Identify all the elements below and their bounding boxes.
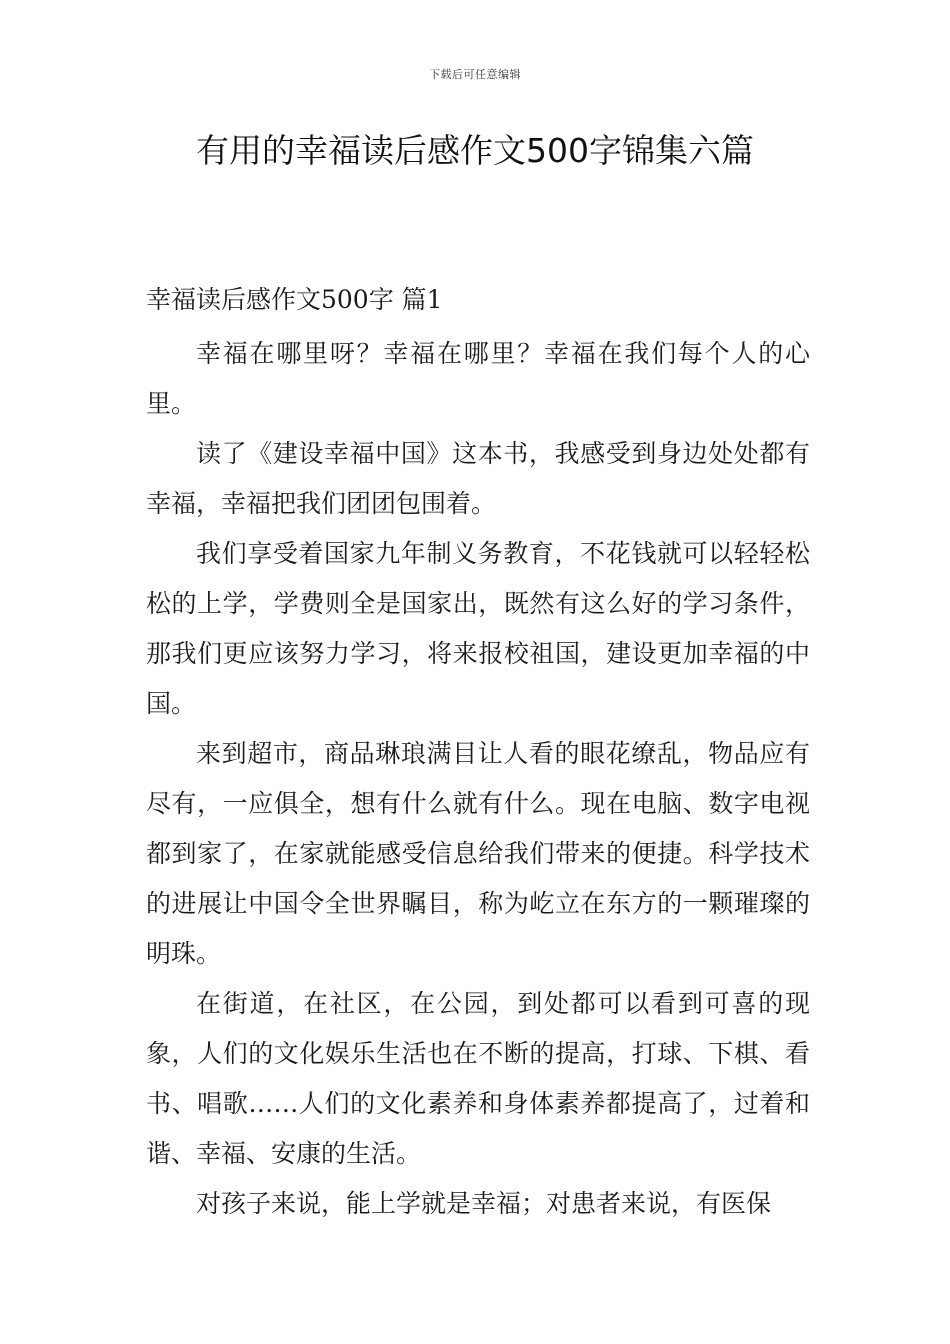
document-title: 有用的幸福读后感作文500字锦集六篇 [196, 131, 754, 170]
paragraph: 我们享受着国家九年制义务教育，不花钱就可以轻轻松松的上学，学费则全是国家出，既然有这么好的学习条件，那我们更应该努力学习，将来报校祖国，建设更加幸福的中国。 [146, 539, 810, 718]
paragraph: 在街道，在社区，在公园，到处都可以看到可喜的现象，人们的文化娱乐生活也在不断的提高，打球、下棋、看书、唱歌……人们的文化素养和身体素养都提高了，过着和谐、幸福、安康的生活。 [146, 989, 810, 1168]
document-body [146, 279, 810, 1229]
header-note: 下载后可任意编辑 [429, 68, 521, 81]
paragraph: 读了《建设幸福中国》这本书，我感受到身边处处都有幸福，幸福把我们团团包围着。 [146, 439, 810, 518]
section-heading: 幸福读后感作文500字 篇1 [146, 285, 443, 314]
paragraph: 来到超市，商品琳琅满目让人看的眼花缭乱，物品应有尽有，一应俱全，想有什么就有什么。现在电脑、数字电视都到家了，在家就能感受信息给我们带来的便捷。科学技术的进展让中国令全世界瞩目，称为屹立在东方的一颗璀璨的明珠。 [146, 739, 810, 968]
paragraph: 对孩子来说，能上学就是幸福；对患者来说，有医保 [196, 1189, 772, 1218]
paragraph: 幸福在哪里呀？幸福在哪里？幸福在我们每个人的心里。 [146, 339, 810, 418]
